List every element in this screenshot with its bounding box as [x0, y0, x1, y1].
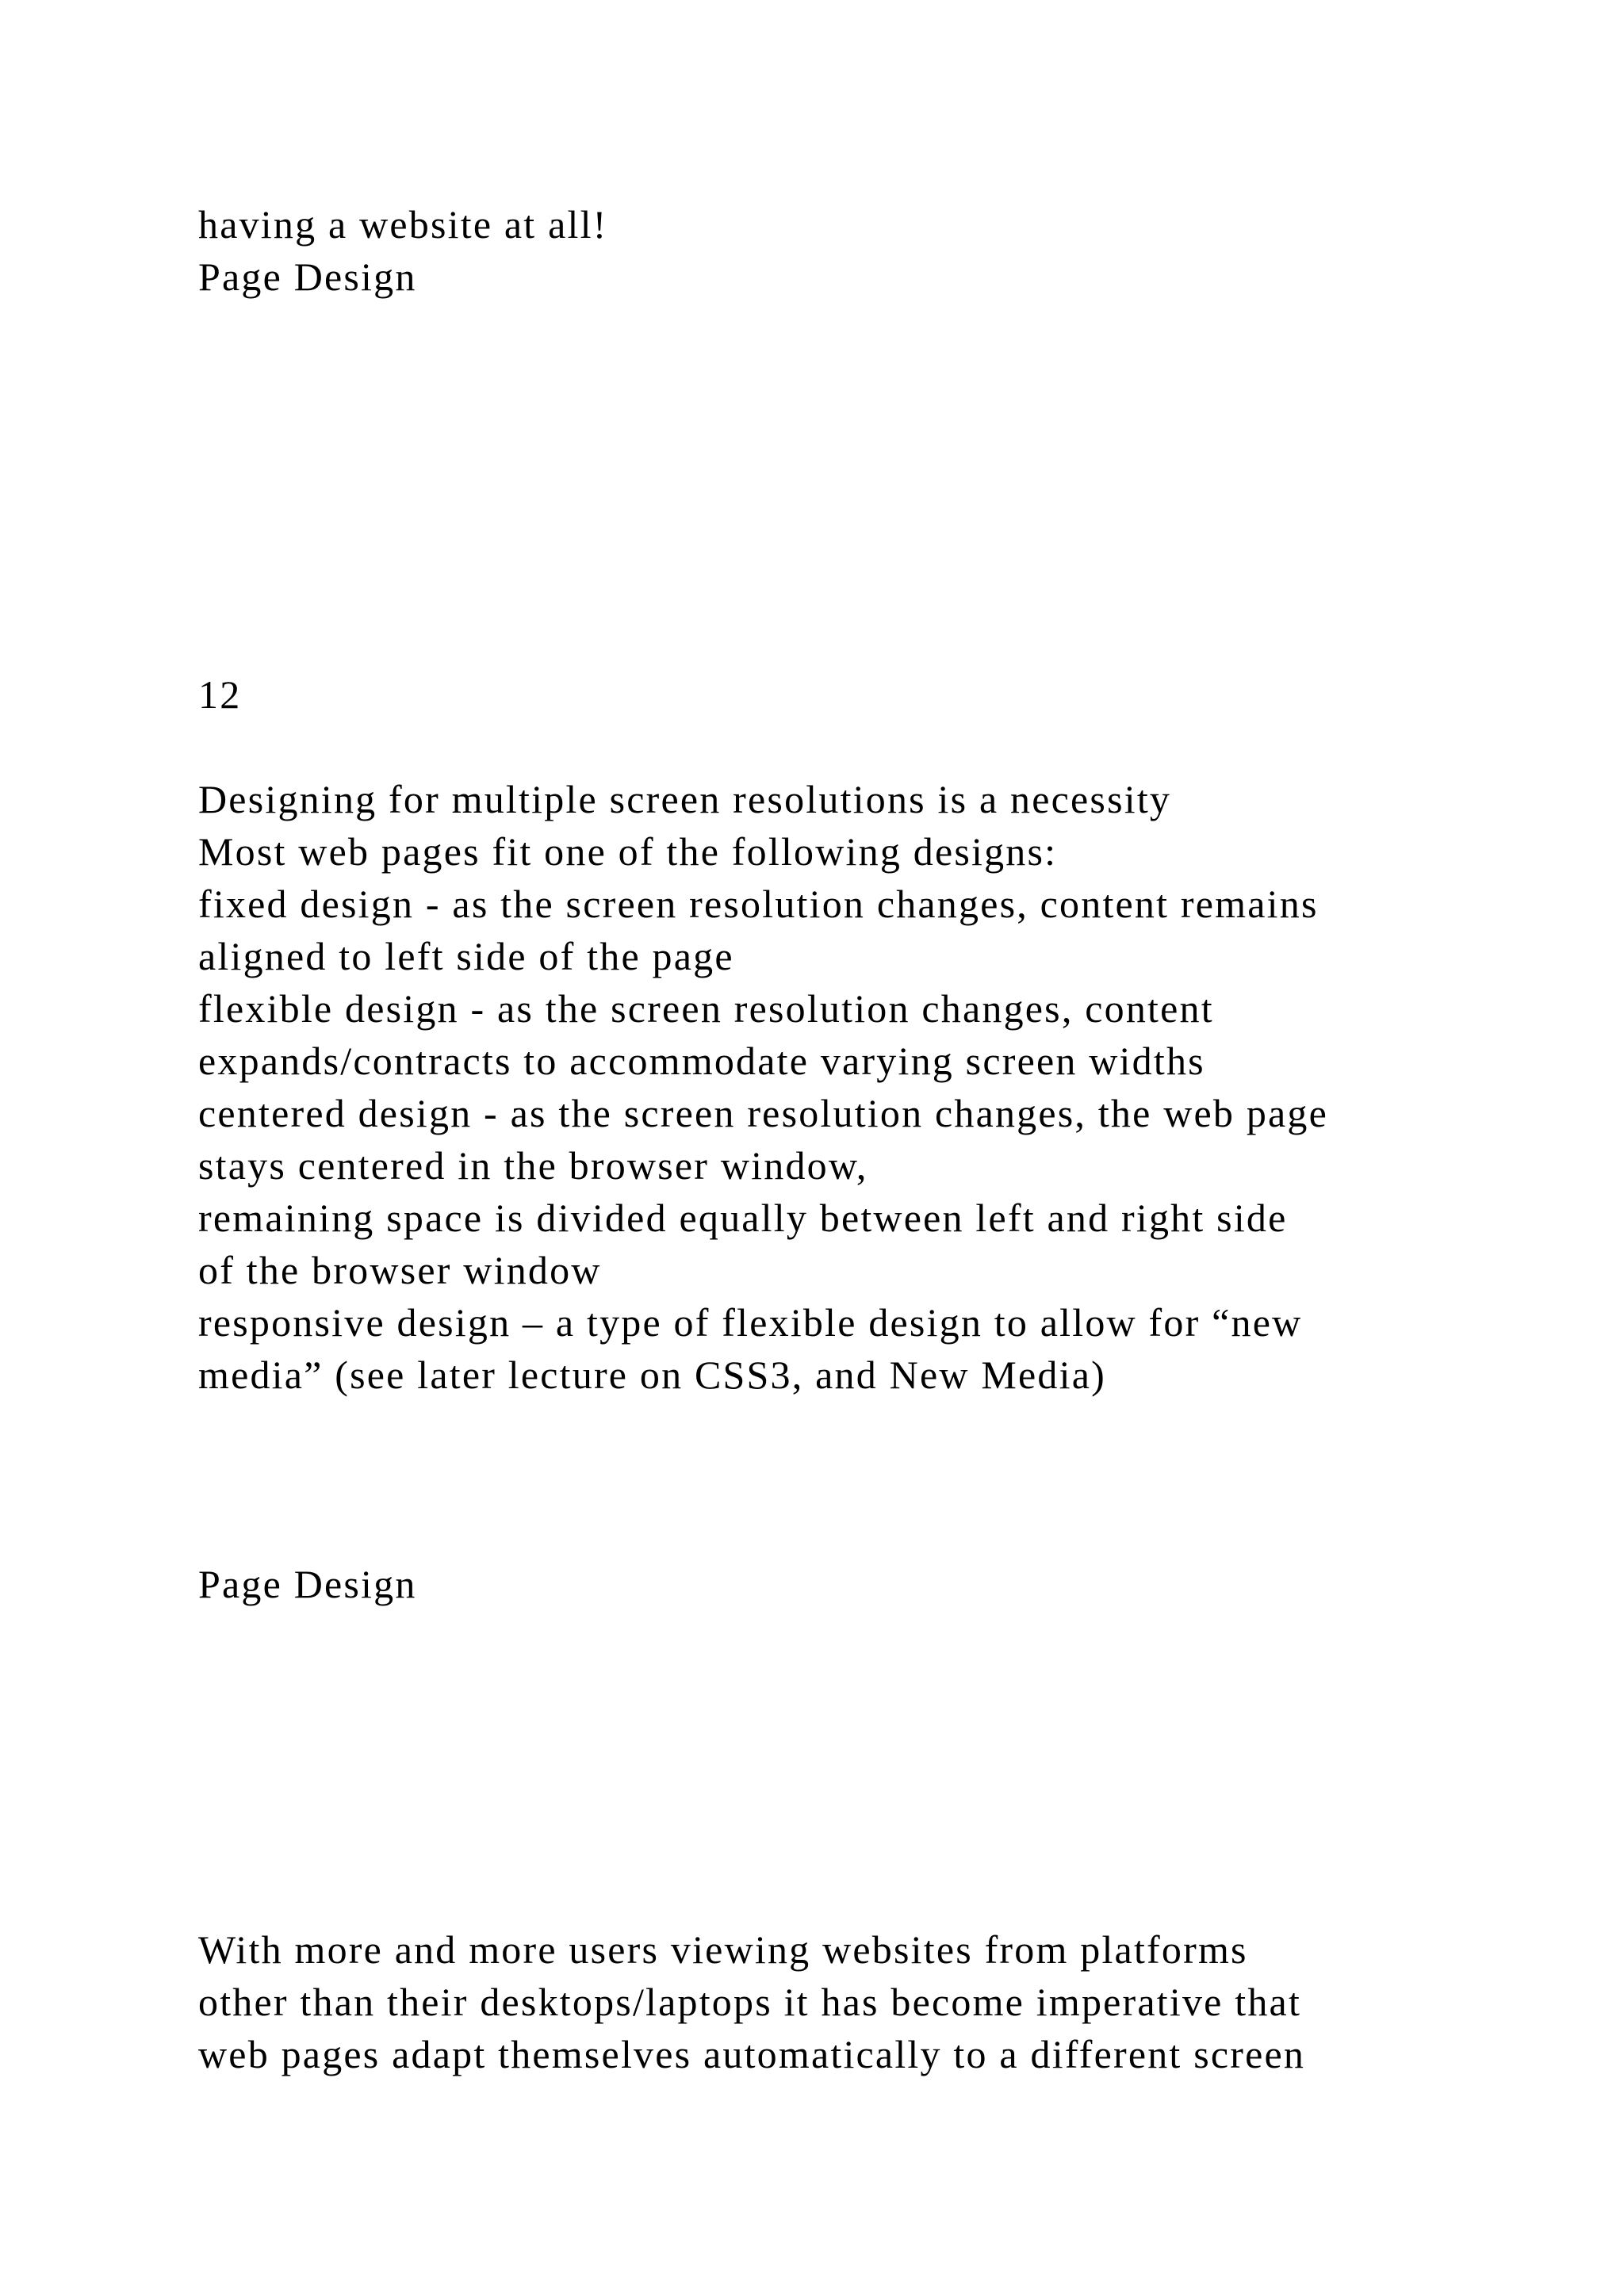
text-line: web pages adapt themselves automatically to a different screen [198, 2032, 1306, 2076]
text-line: With more and more users viewing websites from platforms [198, 1927, 1248, 1972]
text-line: expands/contracts to accommodate varying screen widths [198, 1039, 1205, 1083]
text-line: responsive design – a type of flexible design to allow for “new [198, 1300, 1303, 1345]
slide-number: 12 [198, 672, 242, 717]
text-line: centered design - as the screen resolution changes, the web page [198, 1091, 1329, 1135]
text-line: aligned to left side of the page [198, 934, 734, 978]
section-heading: Page Design [198, 1562, 417, 1606]
text-line: having a website at all! [198, 202, 608, 247]
section-heading: Page Design [198, 254, 417, 299]
text-line: of the browser window [198, 1248, 602, 1292]
text-line: media” (see later lecture on CSS3, and New Media) [198, 1353, 1106, 1397]
text-line: other than their desktops/laptops it has become imperative that [198, 1980, 1302, 2024]
text-line: flexible design - as the screen resolution changes, content [198, 986, 1214, 1031]
text-line: fixed design - as the screen resolution changes, content remains [198, 882, 1319, 926]
text-line: stays centered in the browser window, [198, 1143, 868, 1188]
text-line: Designing for multiple screen resolutions is a necessity [198, 777, 1172, 821]
text-line: remaining space is divided equally between left and right side [198, 1196, 1288, 1240]
text-line: Most web pages fit one of the following designs: [198, 829, 1058, 874]
